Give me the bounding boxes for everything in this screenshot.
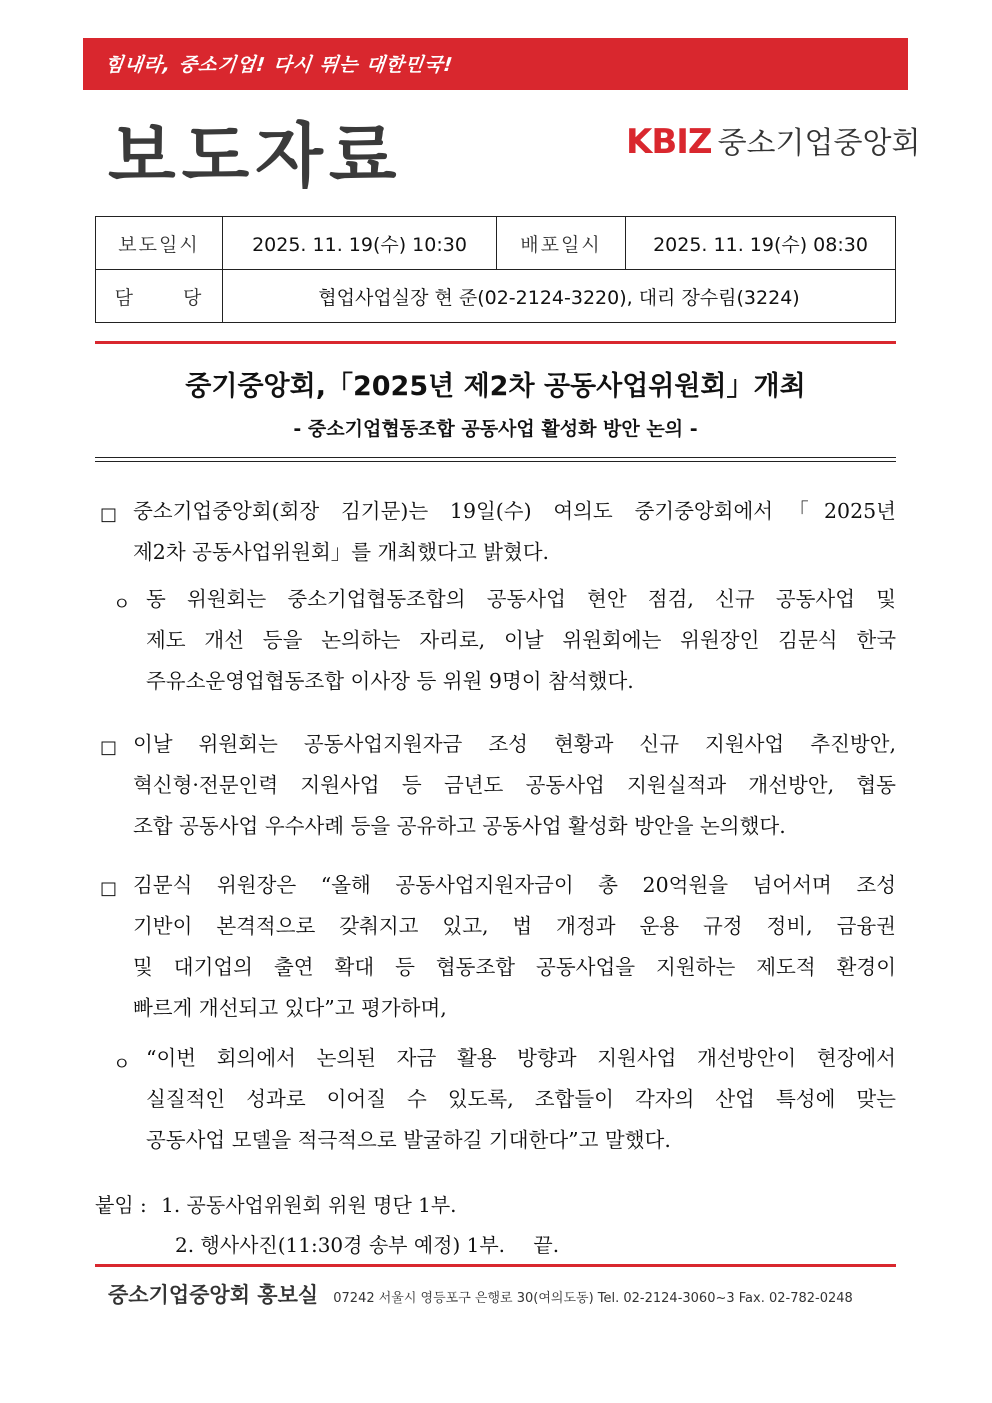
paragraph-3a-line: 공동사업 모델을 적극적으로 발굴하길 기대한다”고 말했다. — [146, 1128, 671, 1152]
paragraph-1a — [146, 579, 896, 702]
square-bullet: □ — [100, 737, 118, 758]
footer — [108, 1279, 853, 1309]
distribute-value: 2025. 11. 19(수) 08:30 — [626, 217, 896, 270]
headline-top-rule — [95, 341, 896, 344]
paragraph-2-line: 조합 공동사업 우수사례 등을 공유하고 공동사업 활성화 방안을 논의했다. — [133, 814, 786, 838]
attachments — [95, 1185, 559, 1265]
paragraph-3a-line: 실질적인 성과로 이어질 수 있도록, 조합들이 각자의 산업 특성에 맞는 — [146, 1087, 896, 1111]
headline-bottom-rule-1 — [95, 457, 896, 458]
attachment-label: 붙임 : — [95, 1193, 147, 1217]
contact-value: 협업사업실장 현 준(02-2124-3220), 대리 장수림(3224) — [223, 270, 896, 323]
circle-bullet: ㅇ — [113, 1054, 131, 1075]
paragraph-1a-line: 제도 개선 등을 논의하는 자리로, 이날 위원회에는 위원장인 김문식 한국 — [146, 628, 896, 652]
paragraph-3-line: 기반이 본격적으로 갖춰지고 있고, 법 개정과 운용 규정 정비, 금융권 — [133, 914, 896, 938]
footer-address: 07242 서울시 영등포구 은행로 30(여의도동) Tel. 02-2124-3060~3 Fax. 02-782-0248 — [333, 1291, 853, 1306]
attachment-item-1: 1. 공동사업위원회 위원 명단 1부. — [161, 1193, 457, 1217]
slogan-banner — [83, 38, 908, 90]
subheadline: - 중소기업협동조합 공동사업 활성화 방안 논의 - — [293, 418, 698, 440]
paragraph-1a-line: 동 위원회는 중소기업협동조합의 공동사업 현안 점검, 신규 공동사업 및 — [146, 587, 896, 611]
release-value: 2025. 11. 19(수) 10:30 — [223, 217, 497, 270]
end-mark: 끝. — [533, 1233, 560, 1257]
paragraph-2-line: 혁신형·전문인력 지원사업 등 금년도 공동사업 지원실적과 개선방안, 협동 — [133, 773, 896, 797]
paragraph-3-line: 빠르게 개선되고 있다”고 평가하며, — [133, 996, 447, 1020]
attachment-item-2: 2. 행사사진(11:30경 송부 예정) 1부. — [175, 1233, 506, 1257]
footer-org: 중소기업중앙회 홍보실 — [108, 1283, 319, 1307]
headline: 중기중앙회,「2025년 제2차 공동사업위원회」개최 — [185, 371, 806, 402]
square-bullet: □ — [100, 878, 118, 899]
release-label: 보도일시 — [96, 217, 223, 270]
release-info-table — [95, 216, 896, 323]
circle-bullet: ㅇ — [113, 594, 131, 615]
paragraph-1-line: 제2차 공동사업위원회」를 개최했다고 밝혔다. — [133, 540, 550, 564]
paragraph-2 — [133, 724, 896, 847]
paragraph-3-line: 김문식 위원장은 “올해 공동사업지원자금이 총 20억원을 넘어서며 조성 — [133, 873, 896, 897]
distribute-label: 배포일시 — [497, 217, 626, 270]
paragraph-1 — [133, 491, 896, 573]
headline-bottom-rule-2 — [95, 461, 896, 462]
paragraph-3 — [133, 865, 896, 1029]
square-bullet: □ — [100, 504, 118, 525]
table-row — [96, 270, 896, 323]
logo-org-name: 중소기업중앙회 — [717, 126, 921, 161]
paragraph-3a-line: “이번 회의에서 논의된 자금 활용 방향과 지원사업 개선방안이 현장에서 — [146, 1046, 896, 1070]
table-row — [96, 217, 896, 270]
logo-mark: KBIZ — [626, 122, 712, 162]
slogan-text: 힘내라, 중소기업! 다시 뛰는 대한민국! — [103, 54, 455, 76]
document-type-title: 보도자료 — [108, 115, 403, 197]
paragraph-3a — [146, 1038, 896, 1161]
attachment-line-2 — [95, 1225, 559, 1265]
footer-rule — [95, 1264, 896, 1267]
kbiz-logo — [626, 118, 920, 162]
attachment-line-1 — [95, 1185, 559, 1225]
paragraph-1a-line: 주유소운영업협동조합 이사장 등 위원 9명이 참석했다. — [146, 669, 634, 693]
paragraph-3-line: 및 대기업의 출연 확대 등 협동조합 공동사업을 지원하는 제도적 환경이 — [133, 955, 896, 979]
paragraph-2-line: 이날 위원회는 공동사업지원자금 조성 현황과 신규 지원사업 추진방안, — [133, 732, 896, 756]
paragraph-1-line: 중소기업중앙회(회장 김기문)는 19일(수) 여의도 중기중앙회에서「2025년 — [133, 499, 896, 523]
contact-label: 담 당 — [96, 270, 223, 323]
